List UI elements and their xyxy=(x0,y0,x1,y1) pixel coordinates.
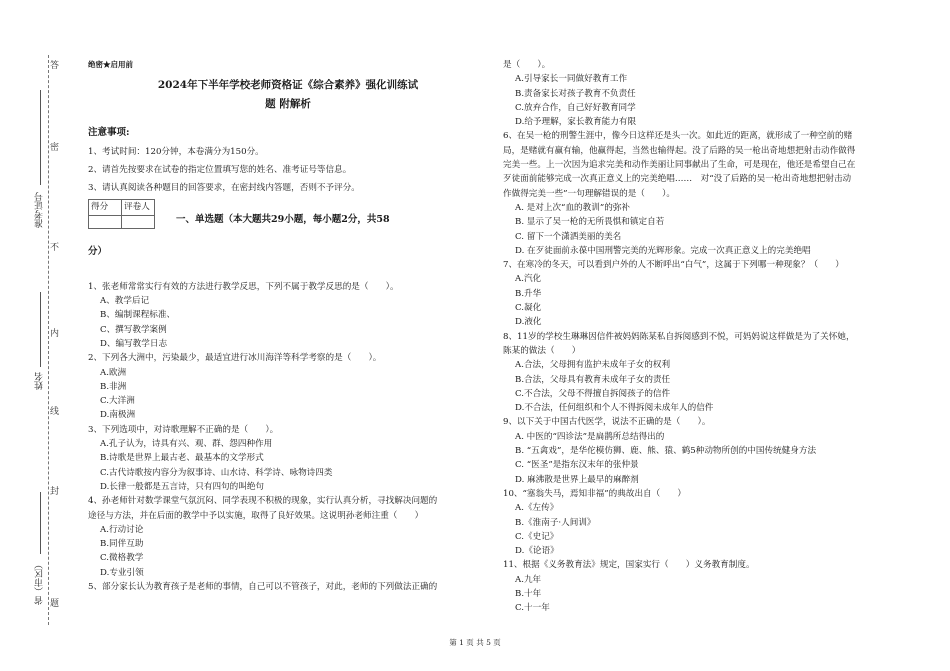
option[interactable]: C.放弃合作，自己好好教育同学 xyxy=(515,102,636,113)
question-text: 1、张老师常常实行有效的方法进行教学反思，下列不属于教学反思的是（ ）。 xyxy=(88,281,399,292)
option[interactable]: C.《史记》 xyxy=(515,531,559,542)
option[interactable]: A.行动讨论 xyxy=(100,524,144,535)
name-label: 姓名 xyxy=(35,372,45,390)
option[interactable]: A.《左传》 xyxy=(515,503,559,514)
question-text: 作做得完美一些”一句理解错误的是（ ）。 xyxy=(503,188,675,199)
question-text: 11、根据《义务教育法》规定，国家实行（ ）义务教育制度。 xyxy=(503,560,755,571)
seal-char: 封 xyxy=(50,487,60,497)
score-label: 得分 xyxy=(89,200,122,215)
right-column xyxy=(503,58,923,616)
seal-dashed-line xyxy=(48,55,49,625)
question-text: 陈某的做法（ ） xyxy=(503,345,581,356)
option[interactable]: A. 中医的“四诊法”是扁鹊所总结得出的 xyxy=(515,431,665,442)
seal-char: 内 xyxy=(50,329,60,339)
binding-margin xyxy=(0,0,80,671)
option[interactable]: D.液化 xyxy=(515,317,542,328)
option[interactable]: C.微格教学 xyxy=(100,553,144,564)
option[interactable]: B. 显示了吴一枪的无所畏惧和镇定自若 xyxy=(515,217,665,228)
option[interactable]: D.长律一般都是五言诗，只有四句的叫绝句 xyxy=(100,481,265,492)
option[interactable]: A.合法，父母拥有监护未成年子女的权利 xyxy=(515,360,671,371)
notice-item: 1、考试时间：120分钟，本卷满分为150分。 xyxy=(88,146,264,157)
option[interactable]: A.引导家长一同做好教育工作 xyxy=(515,74,628,85)
question-text: 完美一些。上一次因为追求完美和动作美丽让同事献出了生命，可是现在，他还是希望自己在 xyxy=(503,160,856,171)
region-label: 省（市区） xyxy=(35,560,45,605)
section-header xyxy=(88,199,488,243)
question-list-left xyxy=(88,280,488,595)
option[interactable]: D.给予理解，家长教育能力有限 xyxy=(515,117,637,128)
option[interactable]: C. “医圣”是指东汉末年的张仲景 xyxy=(515,460,639,471)
option[interactable]: B.升华 xyxy=(515,288,542,299)
question-text: 歹徒面前能够完成一次真正意义上的完美绝唱…… 对“没了后路的吴一枪出奇地想把射击动 xyxy=(503,174,852,185)
section-heading: 一、单选题（本大题共29小题，每小题2分，共58 xyxy=(176,214,390,226)
question-text: 局，是赌就有赢有输，他赢得起，当然也输得起。没了后路的吴一枪出奇地想把射击动作做得 xyxy=(503,145,856,156)
option[interactable]: B.责备家长对孩子教育不负责任 xyxy=(515,88,636,99)
option[interactable]: B.非洲 xyxy=(100,381,127,392)
exam-number-label: 准考证号 xyxy=(35,192,45,228)
question-text: 3、下列选项中，对诗歌理解不正确的是（ ）。 xyxy=(88,424,279,435)
option[interactable]: C.凝化 xyxy=(515,303,542,314)
question-text: 2、下列各大洲中，污染最少，最适宜进行冰川海洋等科学考察的是（ ）。 xyxy=(88,353,382,364)
left-column xyxy=(88,58,488,594)
option[interactable]: C.古代诗歌按内容分为叙事诗、山水诗、科学诗、咏物诗四类 xyxy=(100,467,333,478)
option[interactable]: C. 留下一个潇洒美丽的美名 xyxy=(515,231,622,242)
option[interactable]: B.诗歌是世界上最古老、最基本的文学形式 xyxy=(100,453,264,464)
score-box xyxy=(88,199,155,228)
option[interactable]: C.不合法，父母不得擅自拆阅孩子的信件 xyxy=(515,388,671,399)
option[interactable]: B、编制课程标准、 xyxy=(100,310,176,321)
title-line: 题 附解析 xyxy=(265,98,311,111)
secret-label: 绝密★启用前 xyxy=(88,60,133,69)
seal-char: 答 xyxy=(50,61,60,71)
option[interactable]: D. 在歹徒面前永葆中国刑警完美的光辉形象。完成一次真正意义上的完美绝唱 xyxy=(515,245,811,256)
section-heading-cont: 分） xyxy=(88,246,108,258)
option[interactable]: D.《论语》 xyxy=(515,546,559,557)
option[interactable]: B.《淮南子·人间训》 xyxy=(515,517,596,528)
seal-char: 密 xyxy=(50,143,60,153)
option[interactable]: C、撰写教学案例 xyxy=(100,324,167,335)
seal-char: 线 xyxy=(50,407,60,417)
page-title xyxy=(88,76,488,114)
notice-heading: 注意事项: xyxy=(88,127,130,139)
notice-item: 3、请认真阅读各种题目的回答要求，在密封线内答题，否则不予评分。 xyxy=(88,183,360,194)
name-blank[interactable] xyxy=(40,292,41,367)
question-text: 7、在寒冷的冬天，可以看到户外的人不断呼出“白气”，这属于下列哪一种现象？（ ） xyxy=(503,260,844,271)
option[interactable]: D.专业引领 xyxy=(100,567,144,578)
question-text: 8、11岁的学校生琳琳因信件被妈妈陈某私自拆阅感到不悦，可妈妈说这样做是为了关怀她， xyxy=(503,331,855,342)
score-cell[interactable] xyxy=(89,215,122,228)
question-text: 4、孙老师针对数学课堂气氛沉闷、同学表现不积极的现象，实行认真分析，寻找解决问题的 xyxy=(88,496,438,507)
grader-cell[interactable] xyxy=(122,215,155,228)
option[interactable]: B. “五禽戏”，是华佗模仿狮、鹿、熊、猿、鹤5种动物所创的中国传统健身方法 xyxy=(515,446,817,457)
question-text: 10、“塞翁失马，焉知非福”的典故出自（ ） xyxy=(503,488,687,499)
option[interactable]: A.孔子认为，诗具有兴、观、群、怨四种作用 xyxy=(100,439,273,450)
option[interactable]: A、教学后记 xyxy=(100,296,150,307)
question-text: 途径与方法，并在后面的教学中予以实施，取得了良好效果。这说明孙老师注重（ ） xyxy=(88,510,424,521)
grader-label: 评卷人 xyxy=(122,200,155,215)
option[interactable]: A.欧洲 xyxy=(100,367,127,378)
option[interactable]: C.十一年 xyxy=(515,603,550,614)
option[interactable]: B.合法，父母具有教育未成年子女的责任 xyxy=(515,374,671,385)
option[interactable]: D. 麻沸散是世界上最早的麻醉剂 xyxy=(515,474,639,485)
exam-number-blank[interactable] xyxy=(40,90,41,185)
question-text: 是（ ）。 xyxy=(503,60,551,70)
option[interactable]: B.十年 xyxy=(515,588,542,599)
title-line: 2024年下半年学校老师资格证《综合素养》强化训练试 xyxy=(157,79,419,92)
option[interactable]: B.同伴互助 xyxy=(100,539,144,550)
notice-item: 2、请首先按要求在试卷的指定位置填写您的姓名、准考证号等信息。 xyxy=(88,164,352,175)
question-text: 6、在吴一枪的刑警生涯中，像今日这样还是头一次。如此近的距离，就形成了一种空前的赌 xyxy=(503,131,853,142)
question-text: 9、以下关于中国古代医学，说法不正确的是（ ）。 xyxy=(503,417,711,428)
option[interactable]: D.南极洲 xyxy=(100,410,136,421)
seal-char: 题 xyxy=(50,599,60,609)
option[interactable]: D、编写教学日志 xyxy=(100,338,168,349)
option[interactable]: A. 是对上次“血的教训”的弥补 xyxy=(515,202,630,213)
option[interactable]: A.汽化 xyxy=(515,274,542,285)
page-footer: 第 1 页 共 5 页 xyxy=(449,638,501,647)
option[interactable]: D.不合法，任何组织和个人不得拆阅未成年人的信件 xyxy=(515,403,714,414)
region-blank[interactable] xyxy=(40,492,41,554)
question-text: 5、部分家长认为教育孩子是老师的事情，自己可以不管孩子，对此，老师的下列做法正确的 xyxy=(88,582,438,593)
option[interactable]: C.大洋洲 xyxy=(100,396,135,407)
seal-char: 不 xyxy=(50,243,60,253)
option[interactable]: A.九年 xyxy=(515,574,542,585)
